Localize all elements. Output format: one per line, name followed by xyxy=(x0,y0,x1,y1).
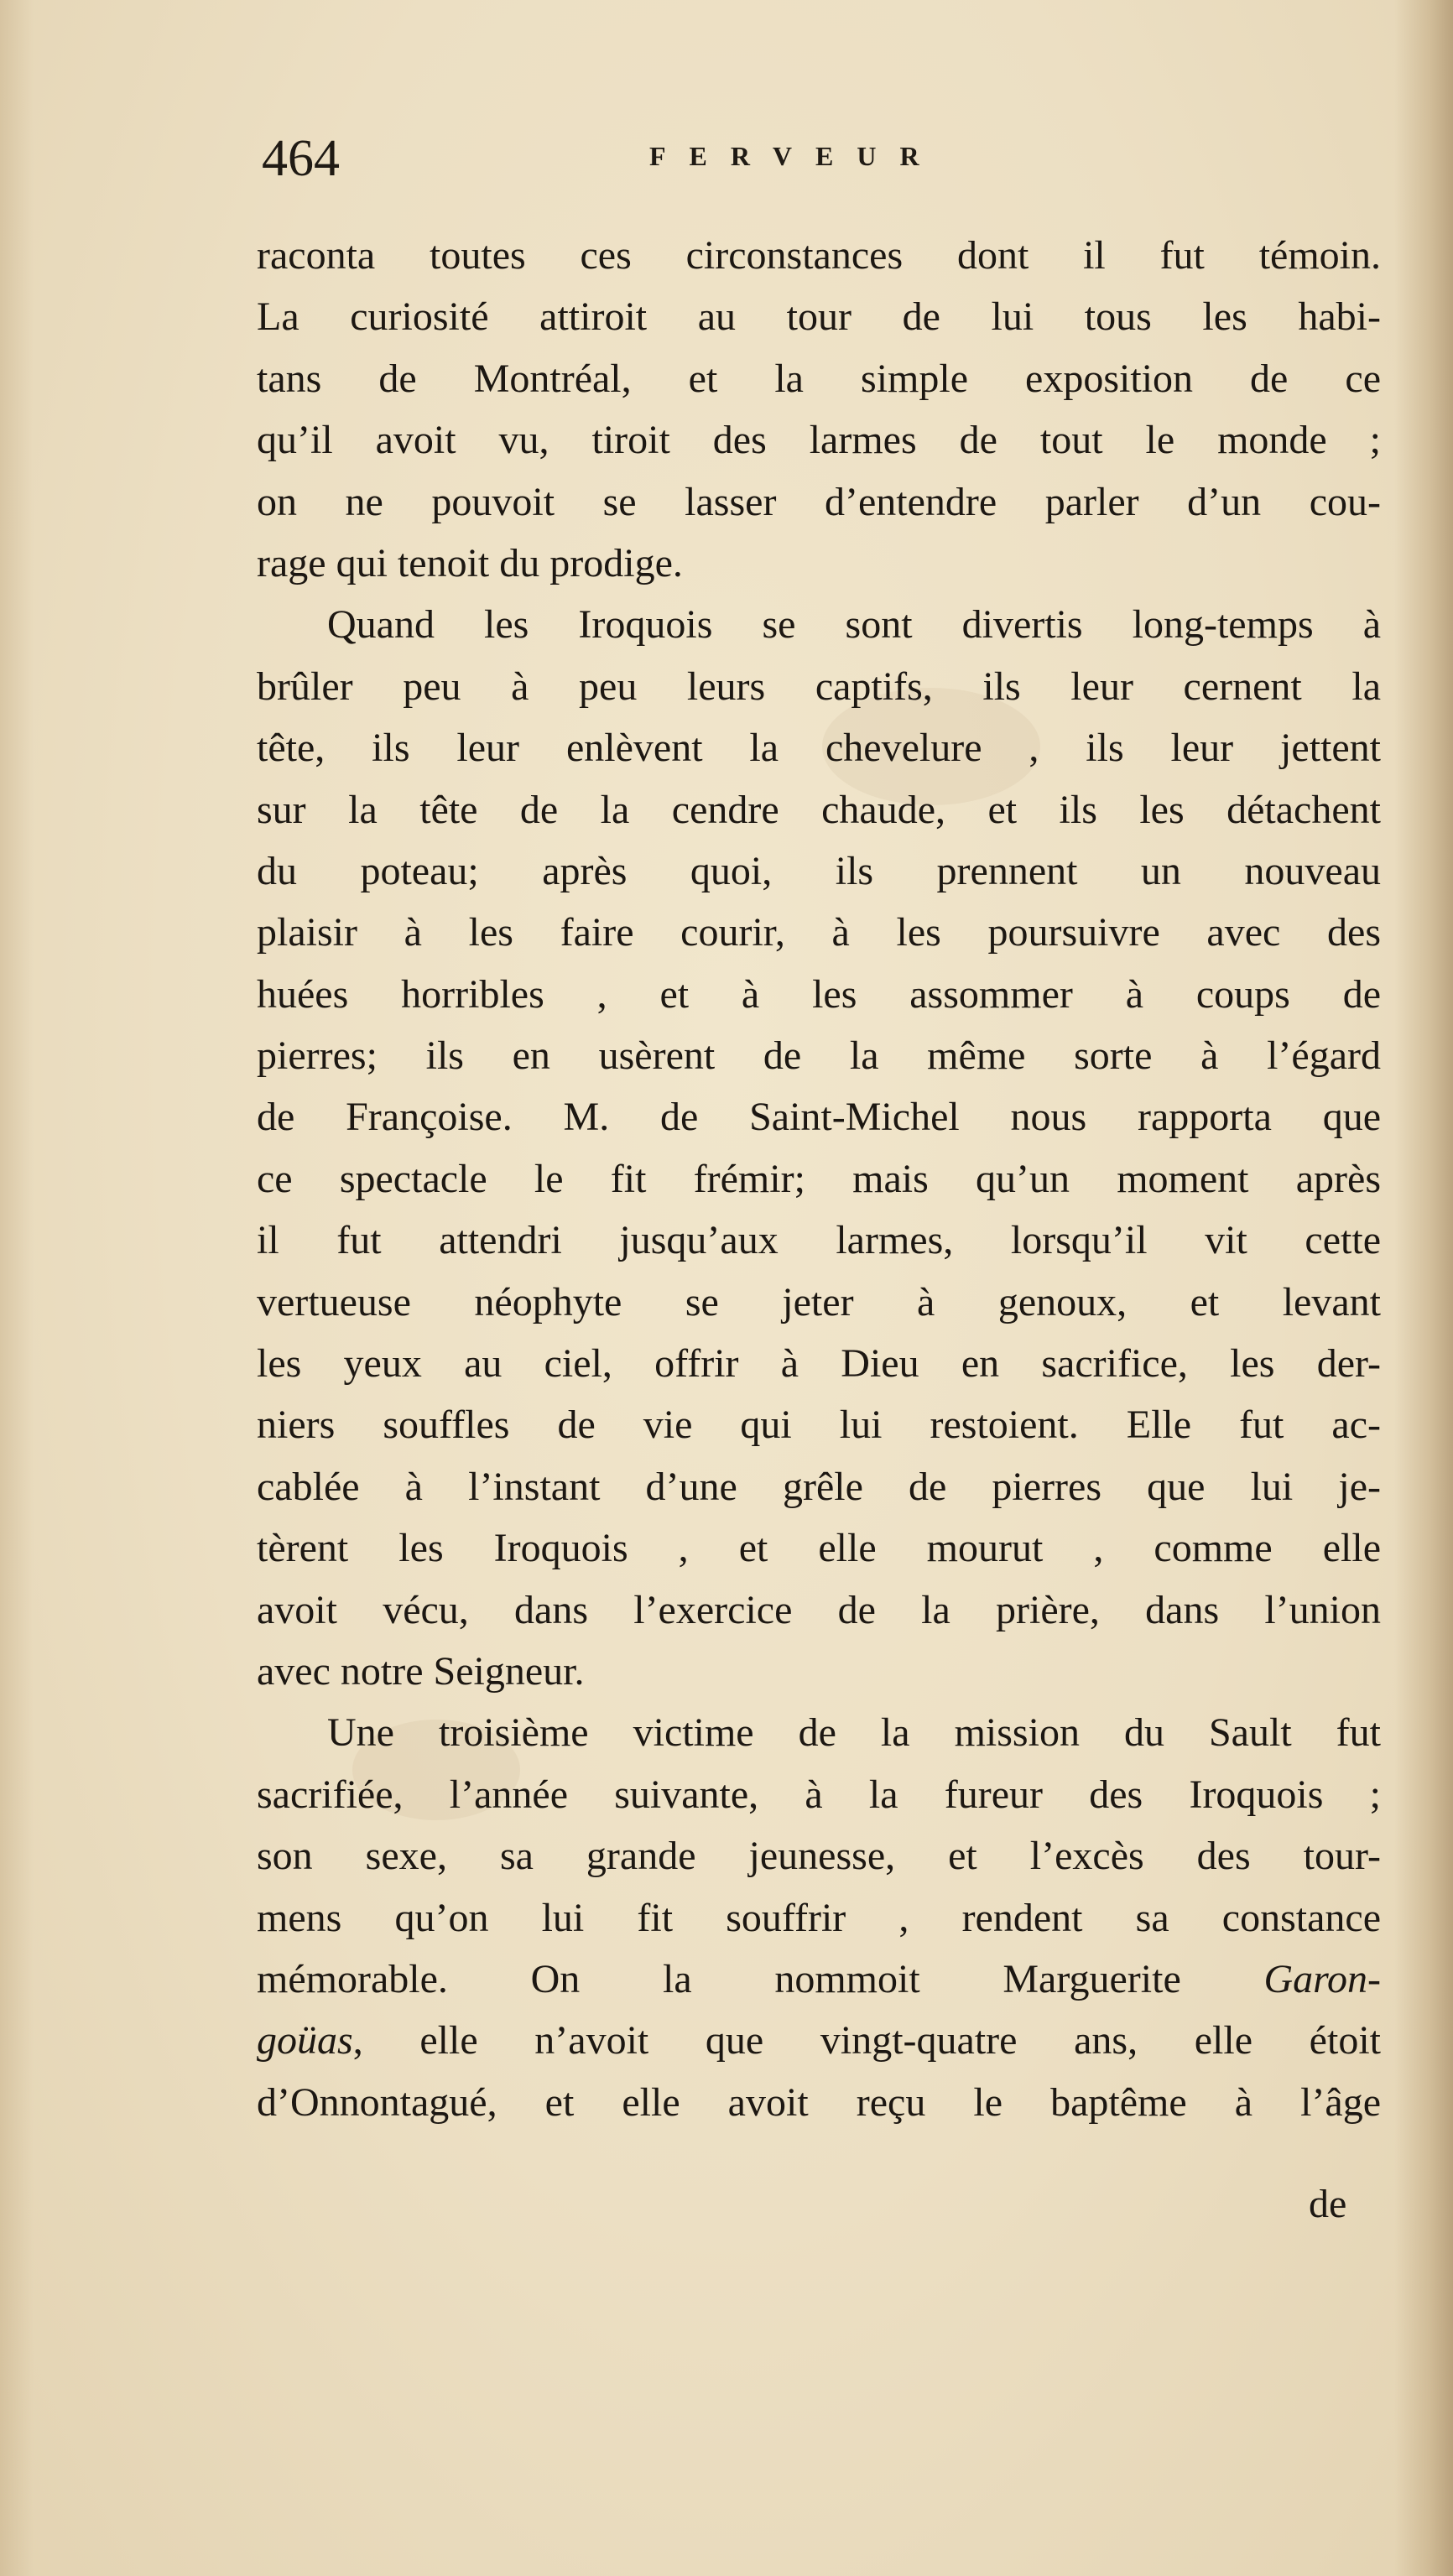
text-line: plaisir à les faire courir, à les poursuivre avec des xyxy=(257,910,1381,955)
text-line: Quand les Iroquois se sont divertis long-temps à xyxy=(327,602,1381,648)
text-line: brûler peu à peu leurs captifs, ils leur cernent la xyxy=(257,664,1381,709)
page-header xyxy=(262,126,1386,193)
text-line: qu’il avoit vu, tiroit des larmes de tout le monde ; xyxy=(257,418,1381,463)
text-line: sacrifiée, l’année suivante, à la fureur des Iroquois ; xyxy=(257,1772,1381,1817)
text-line: tans de Montréal, et la simple exposition de ce xyxy=(257,356,1381,401)
text-line: de Françoise. M. de Saint-Michel nous rapporta que xyxy=(257,1095,1381,1140)
text-line: avoit vécu, dans l’exercice de la prière, dans l’union xyxy=(257,1587,1381,1632)
text-line: ce spectacle le fit frémir; mais qu’un moment après xyxy=(257,1156,1381,1201)
text-line: niers souffles de vie qui lui restoient. Elle fut ac- xyxy=(257,1402,1381,1448)
text-line: sur la tête de la cendre chaude, et ils les détachent xyxy=(257,787,1381,832)
text-line: mémorable. On la nommoit Marguerite Garon- xyxy=(257,1956,1381,2001)
running-head: FERVEUR xyxy=(649,141,943,171)
catchword: de xyxy=(1309,2182,1347,2226)
text-line: du poteau; après quoi, ils prennent un nouveau xyxy=(257,848,1381,893)
text-line: pierres; ils en usèrent de la même sorte à l’égard xyxy=(257,1033,1381,1079)
page-left-edge-shadow xyxy=(0,0,34,2576)
text-line: d’Onnontagué, et elle avoit reçu le baptême à l’âge xyxy=(257,2079,1381,2125)
text-line: huées horribles , et à les assommer à coups de xyxy=(257,971,1381,1017)
text-line: tèrent les Iroquois , et elle mourut , comme elle xyxy=(257,1526,1381,1571)
text-line: cablée à l’instant d’une grêle de pierres que lui je- xyxy=(257,1464,1381,1509)
page-number: 464 xyxy=(262,130,340,187)
text-line: vertueuse néophyte se jeter à genoux, et levant xyxy=(257,1279,1381,1324)
text-line: tête, ils leur enlèvent la chevelure , ils leur jettent xyxy=(257,726,1381,771)
text-line: avec notre Seigneur. xyxy=(257,1648,585,1694)
text-line: rage qui tenoit du prodige. xyxy=(257,540,683,585)
text-line: raconta toutes ces circonstances dont il fut témoin. xyxy=(257,233,1381,278)
text-line: Une troisième victime de la mission du Sault fut xyxy=(327,1710,1381,1756)
text-line: mens qu’on lui fit souffrir , rendent sa constance xyxy=(257,1895,1381,1940)
page-right-edge-shadow xyxy=(1394,0,1453,2576)
text-line: il fut attendri jusqu’aux larmes, lorsqu’il vit cette xyxy=(257,1218,1381,1263)
text-line: La curiosité attiroit au tour de lui tous les habi- xyxy=(257,294,1381,340)
body-text xyxy=(257,225,1381,2133)
text-line: les yeux au ciel, offrir à Dieu en sacrifice, les der- xyxy=(257,1341,1381,1387)
italic-name: Garon- xyxy=(1263,1956,1381,2001)
text-line: son sexe, sa grande jeunesse, et l’excès des tour- xyxy=(257,1834,1381,1879)
text-line: on ne pouvoit se lasser d’entendre parler d’un cou- xyxy=(257,479,1381,524)
text-line: goüas, elle n’avoit que vingt-quatre ans, elle étoit xyxy=(257,2018,1381,2063)
italic-name: goüas xyxy=(257,2018,353,2063)
